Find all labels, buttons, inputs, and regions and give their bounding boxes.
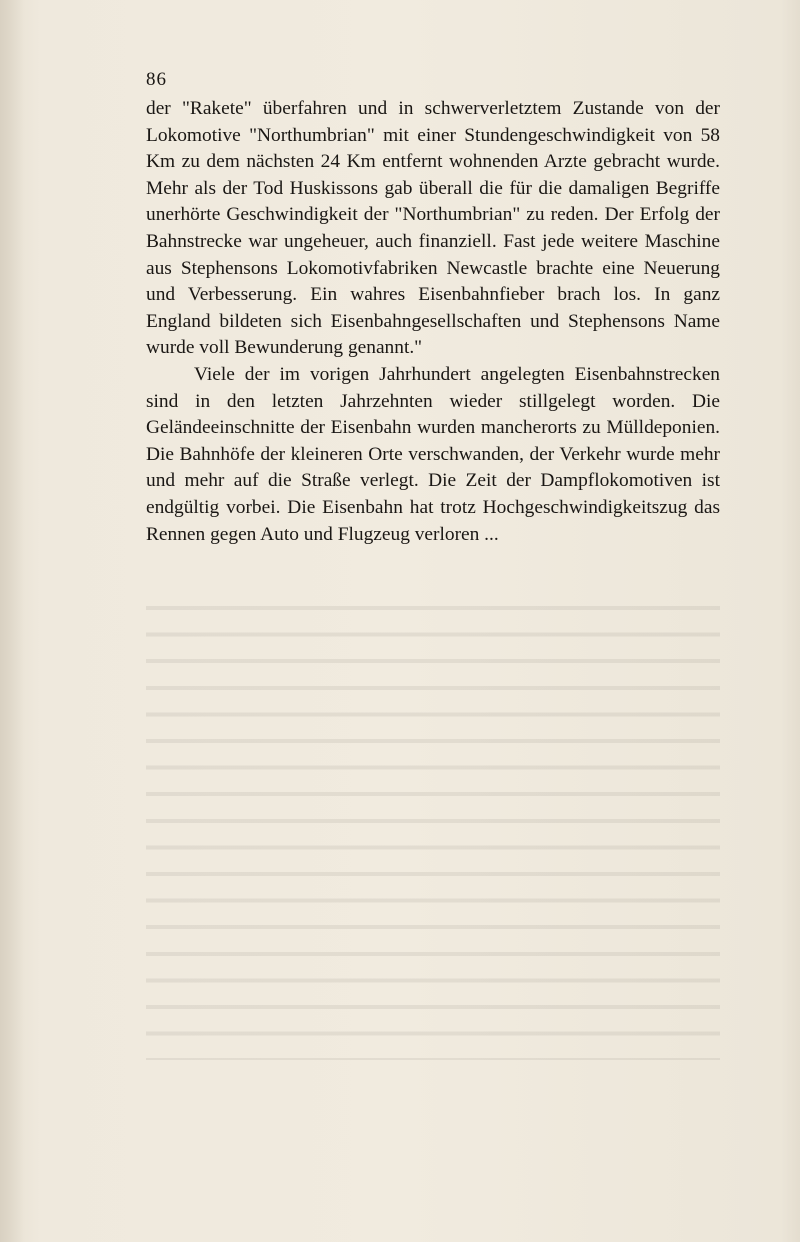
page-gutter-shadow	[0, 0, 24, 1242]
body-text	[146, 96, 720, 548]
paragraph-1: der "Rakete" überfahren und in schwerverletztem Zustande von der Lokomotive "Northumbrian" mit einer Stundengeschwindigkeit von 58 Km zu dem nächsten 24 Km entfernt wohnenden Arzte gebracht wurde. Mehr als der Tod Huskissons gab überall die für die damaligen Begriffe unerhörte Geschwindigkeit der "Northumbrian" zu reden. Der Erfolg der Bahnstrecke war ungeheuer, auch finanziell. Fast jede weitere Maschine aus Stephensons Lokomotivfabriken Newcastle brachte eine Neuerung und Verbesserung. Ein wahres Eisenbahnfieber brach los. In ganz England bildeten sich Eisenbahngesellschaften und Stephensons Name wurde voll Bewunderung genannt."	[146, 98, 720, 359]
paragraph-2: Viele der im vorigen Jahrhundert angelegten Eisenbahnstrecken sind in den letzten Jahrzehnten wieder stillgelegt worden. Die Geländeeinschnitte der Eisenbahn wurden mancherorts zu Mülldeponien. Die Bahnhöfe der kleineren Orte verschwanden, der Verkehr wurde mehr und mehr auf die Straße verlegt. Die Zeit der Dampflokomotiven ist endgültig vorbei. Die Eisenbahn hat trotz Hochgeschwindigkeitszug das Rennen gegen Auto und Flugzeug verloren ...	[146, 363, 720, 545]
show-through-shadow	[146, 590, 720, 1060]
page-number: 86	[146, 69, 167, 90]
